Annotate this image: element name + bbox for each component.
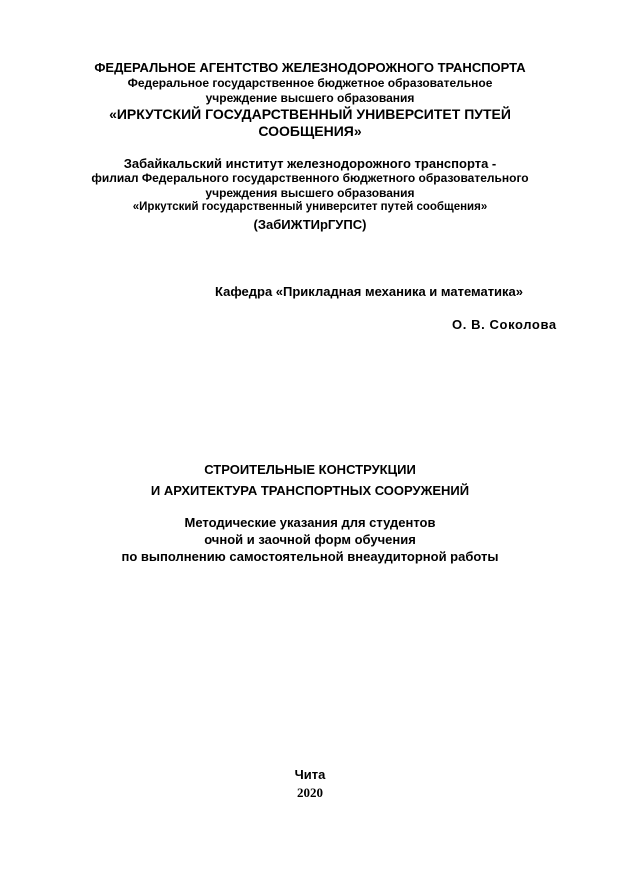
department-name: Кафедра «Прикладная механика и математика» xyxy=(215,284,524,299)
author-name: О. В. Соколова xyxy=(452,317,557,332)
agency-heading: ФЕДЕРАЛЬНОЕ АГЕНТСТВО ЖЕЛЕЗНОДОРОЖНОГО ТРАНСПОРТА xyxy=(94,60,526,75)
document-title-line-1: СТРОИТЕЛЬНЫЕ КОНСТРУКЦИИ xyxy=(204,462,416,477)
branch-line-3: учреждения высшего образования xyxy=(205,186,415,200)
subtitle-line-1: Методические указания для студентов xyxy=(184,515,436,530)
institution-type-line-1: Федеральное государственное бюджетное образовательное xyxy=(127,76,493,90)
year: 2020 xyxy=(297,785,323,800)
branch-abbreviation: (ЗабИЖТИрГУПС) xyxy=(253,217,367,232)
branch-line-4: «Иркутский государственный университет путей сообщения» xyxy=(132,201,488,213)
branch-line-2: филиал Федерального государственного бюджетного образовательного xyxy=(91,171,529,185)
university-name-line-2: СООБЩЕНИЯ» xyxy=(258,123,362,139)
city: Чита xyxy=(294,767,326,782)
institution-type-line-2: учреждение высшего образования xyxy=(205,91,415,105)
branch-line-1: Забайкальский институт железнодорожного транспорта - xyxy=(123,156,497,171)
subtitle-line-2: очной и заочной форм обучения xyxy=(204,532,416,547)
university-name-line-1: «ИРКУТСКИЙ ГОСУДАРСТВЕННЫЙ УНИВЕРСИТЕТ ПУТЕЙ xyxy=(109,106,511,122)
document-title-line-2: И АРХИТЕКТУРА ТРАНСПОРТНЫХ СООРУЖЕНИЙ xyxy=(150,483,470,498)
subtitle-line-3: по выполнению самостоятельной внеаудиторной работы xyxy=(121,549,499,564)
